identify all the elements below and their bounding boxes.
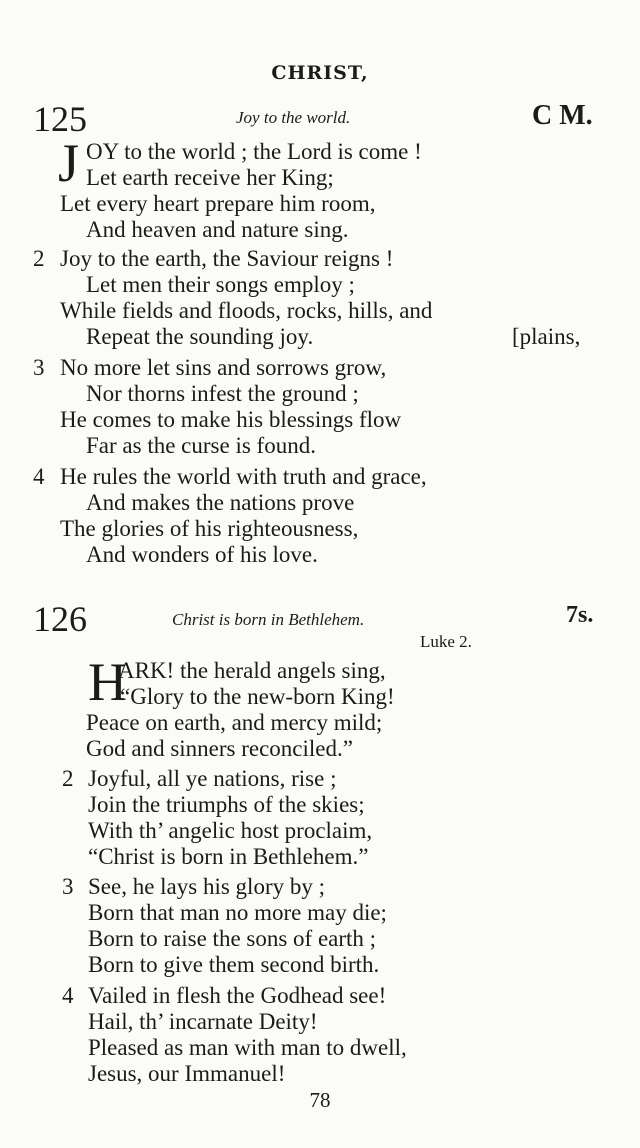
hymn-126-v2-line2: Join the triumphs of the skies; bbox=[88, 792, 365, 817]
hymn-126-v1-line4: God and sinners reconciled.” bbox=[86, 736, 353, 761]
hymn-126-v2-line1: Joyful, all ye nations, rise ; bbox=[88, 766, 337, 791]
hymn-126-meter: 7s. bbox=[566, 602, 594, 628]
hymn-125-v1-line4: And heaven and nature sing. bbox=[86, 217, 349, 242]
hymn-125-meter: C M. bbox=[532, 100, 593, 131]
hymn-126-number: 126 bbox=[33, 599, 87, 639]
hymn-126-verse-3-number: 3 bbox=[62, 874, 74, 899]
hymn-126-verse-4-number: 4 bbox=[62, 983, 74, 1008]
hymn-125-v2-line1: Joy to the earth, the Saviour reigns ! bbox=[60, 246, 394, 271]
hymn-126-v1-line2: “Glory to the new-born King! bbox=[120, 684, 395, 709]
hymn-125-v4-line2: And makes the nations prove bbox=[86, 490, 355, 515]
hymn-125-v4-line3: The glories of his righteousness, bbox=[60, 516, 359, 541]
hymn-125-v3-line4: Far as the curse is found. bbox=[86, 433, 316, 458]
hymn-126-verse-2-number: 2 bbox=[62, 766, 74, 791]
hymn-126-v4-line2: Hail, th’ incarnate Deity! bbox=[88, 1009, 318, 1034]
hymn-125-v2-turnover: [plains, bbox=[512, 324, 581, 349]
hymn-125-v2-line3: While fields and floods, rocks, hills, and bbox=[60, 298, 433, 323]
hymn-126-v3-line1: See, he lays his glory by ; bbox=[88, 874, 325, 899]
hymn-125-v1-line3: Let every heart prepare him room, bbox=[60, 191, 376, 216]
hymn-125-verse-2-number: 2 bbox=[33, 246, 45, 271]
hymn-126-v4-line3: Pleased as man with man to dwell, bbox=[88, 1035, 407, 1060]
hymn-126-v1-line3: Peace on earth, and mercy mild; bbox=[86, 710, 383, 735]
hymn-126-title: Christ is born in Bethlehem. bbox=[172, 610, 365, 629]
hymn-126-v2-line4: “Christ is born in Bethlehem.” bbox=[88, 844, 369, 869]
hymn-126-v4-line1: Vailed in flesh the Godhead see! bbox=[88, 983, 387, 1008]
hymn-125-v2-line4: Repeat the sounding joy. bbox=[86, 324, 314, 349]
hymn-126-v3-line2: Born that man no more may die; bbox=[88, 900, 387, 925]
hymn-126-v4-line4: Jesus, our Immanuel! bbox=[88, 1061, 286, 1086]
hymn-126-v3-line4: Born to give them second birth. bbox=[88, 952, 380, 977]
hymn-126-v1-line1: ARK! the herald angels sing, bbox=[118, 658, 386, 683]
hymn-126-v3-line3: Born to raise the sons of earth ; bbox=[88, 926, 377, 951]
hymn-125-v3-line1: No more let sins and sorrows grow, bbox=[60, 355, 387, 380]
hymn-125-v1-line2: Let earth receive her King; bbox=[86, 165, 334, 190]
page-number: 78 bbox=[309, 1088, 331, 1112]
hymn-125-number: 125 bbox=[33, 99, 87, 139]
hymn-125-v3-line3: He comes to make his blessings flow bbox=[60, 407, 402, 432]
hymn-125-verse-3-number: 3 bbox=[33, 355, 45, 380]
hymn-126-dropcap: H bbox=[88, 652, 127, 712]
hymn-125-v2-line2: Let men their songs employ ; bbox=[86, 272, 355, 297]
hymn-125-v3-line2: Nor thorns infest the ground ; bbox=[86, 381, 359, 406]
section-heading: CHRIST, bbox=[271, 62, 369, 84]
hymn-125-v4-line4: And wonders of his love. bbox=[86, 542, 318, 567]
hymn-125-verse-4-number: 4 bbox=[33, 464, 45, 489]
hymn-125-v1-line1: OY to the world ; the Lord is come ! bbox=[86, 139, 422, 164]
hymn-125-v4-line1: He rules the world with truth and grace, bbox=[60, 464, 427, 489]
hymn-125-dropcap: J bbox=[58, 133, 80, 193]
hymn-125-title: Joy to the world. bbox=[236, 108, 351, 127]
hymn-126-v2-line3: With th’ angelic host proclaim, bbox=[88, 818, 373, 843]
hymn-126-scripture-reference: Luke 2. bbox=[420, 632, 472, 651]
